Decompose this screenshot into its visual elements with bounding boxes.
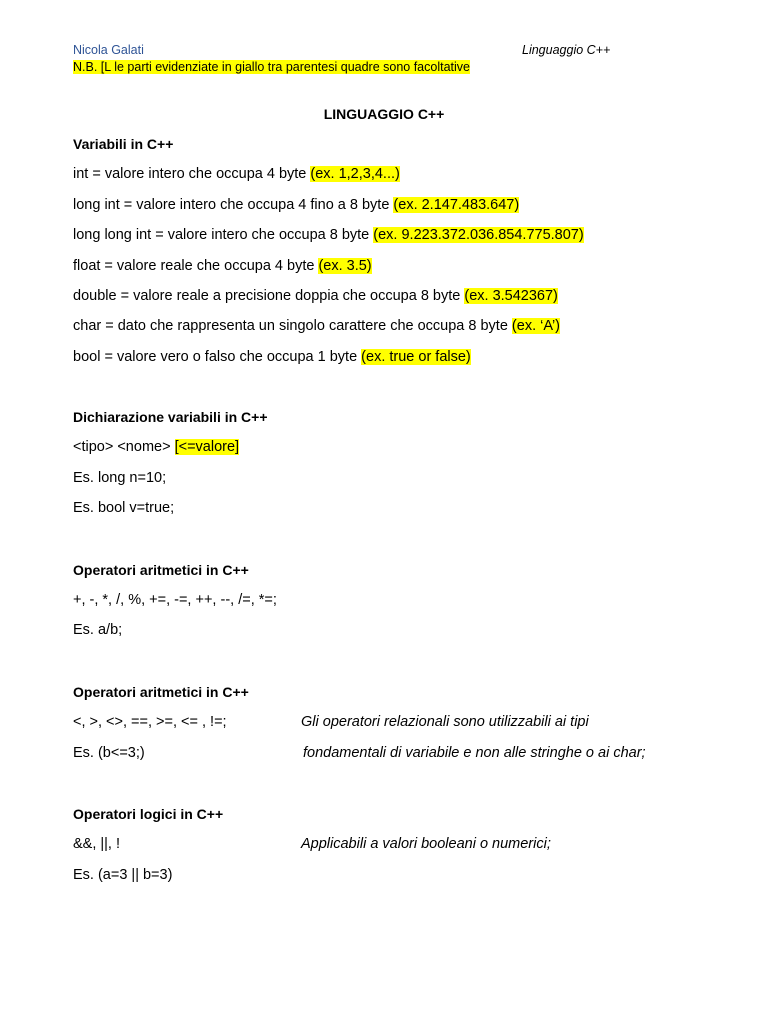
highlight-note-text: N.B. [L le parti evidenziate in giallo tra parentesi quadre sono facoltative bbox=[73, 60, 470, 74]
variable-example: (ex. 3.542367) bbox=[464, 288, 558, 304]
logical-example: Es. (a=3 || b=3) bbox=[73, 867, 173, 883]
variable-example: (ex. 1,2,3,4...) bbox=[310, 166, 400, 182]
section-heading-declaration: Dichiarazione variabili in C++ bbox=[73, 409, 268, 425]
declaration-example-1: Es. long n=10; bbox=[73, 470, 167, 486]
variable-example: (ex. 3.5) bbox=[318, 258, 372, 274]
variable-description: bool = valore vero o falso che occupa 1 byte bbox=[73, 349, 362, 365]
variable-example: (ex. 2.147.483.647) bbox=[393, 197, 520, 213]
variable-line-float bbox=[73, 258, 372, 274]
highlight-note bbox=[73, 60, 470, 74]
relational-operators: <, >, <>, ==, >=, <= , !=; bbox=[73, 714, 227, 730]
arithmetic-example: Es. a/b; bbox=[73, 622, 123, 638]
relational-example: Es. (b<=3;) bbox=[73, 745, 145, 761]
variable-example: (ex. true or false) bbox=[361, 349, 471, 365]
declaration-optional-value: [<=valore] bbox=[174, 439, 240, 455]
section-heading-arithmetic: Operatori aritmetici in C++ bbox=[73, 562, 249, 578]
variable-line-char bbox=[73, 318, 560, 334]
section-heading-variables: Variabili in C++ bbox=[73, 136, 174, 152]
relational-note-line-2: fondamentali di variabile e non alle stringhe o ai char; bbox=[303, 745, 646, 761]
relational-note-line-1: Gli operatori relazionali sono utilizzabili ai tipi bbox=[301, 714, 589, 730]
variable-description: long long int = valore intero che occupa 8 byte bbox=[73, 227, 374, 243]
variable-description: int = valore intero che occupa 4 byte bbox=[73, 166, 311, 182]
document-title: LINGUAGGIO C++ bbox=[323, 106, 445, 122]
variable-line-long-int bbox=[73, 197, 519, 213]
variable-description: long int = valore intero che occupa 4 fino a 8 byte bbox=[73, 197, 394, 213]
declaration-example-2: Es. bool v=true; bbox=[73, 500, 175, 516]
declaration-syntax-text: <tipo> <nome> bbox=[73, 439, 175, 455]
variable-description: double = valore reale a precisione doppia che occupa 8 byte bbox=[73, 288, 465, 304]
variable-description: char = dato che rappresenta un singolo carattere che occupa 8 byte bbox=[73, 318, 512, 334]
variable-line-double bbox=[73, 288, 558, 304]
variable-example: (ex. ‘A’) bbox=[511, 318, 560, 334]
logical-operators: &&, ||, ! bbox=[73, 836, 121, 852]
declaration-syntax bbox=[73, 439, 239, 455]
variable-example: (ex. 9.223.372.036.854.775.807) bbox=[373, 227, 584, 243]
arithmetic-operators: +, -, *, /, %, +=, -=, ++, --, /=, *=; bbox=[73, 592, 277, 608]
section-heading-relational: Operatori aritmetici in C++ bbox=[73, 684, 249, 700]
variable-line-int bbox=[73, 166, 400, 182]
author-name: Nicola Galati bbox=[73, 43, 144, 57]
logical-note: Applicabili a valori booleani o numerici; bbox=[301, 836, 551, 852]
variable-line-bool bbox=[73, 349, 471, 365]
section-heading-logical: Operatori logici in C++ bbox=[73, 806, 224, 822]
variable-description: float = valore reale che occupa 4 byte bbox=[73, 258, 319, 274]
header-title: Linguaggio C++ bbox=[522, 43, 611, 57]
variable-line-long-long-int bbox=[73, 227, 584, 243]
